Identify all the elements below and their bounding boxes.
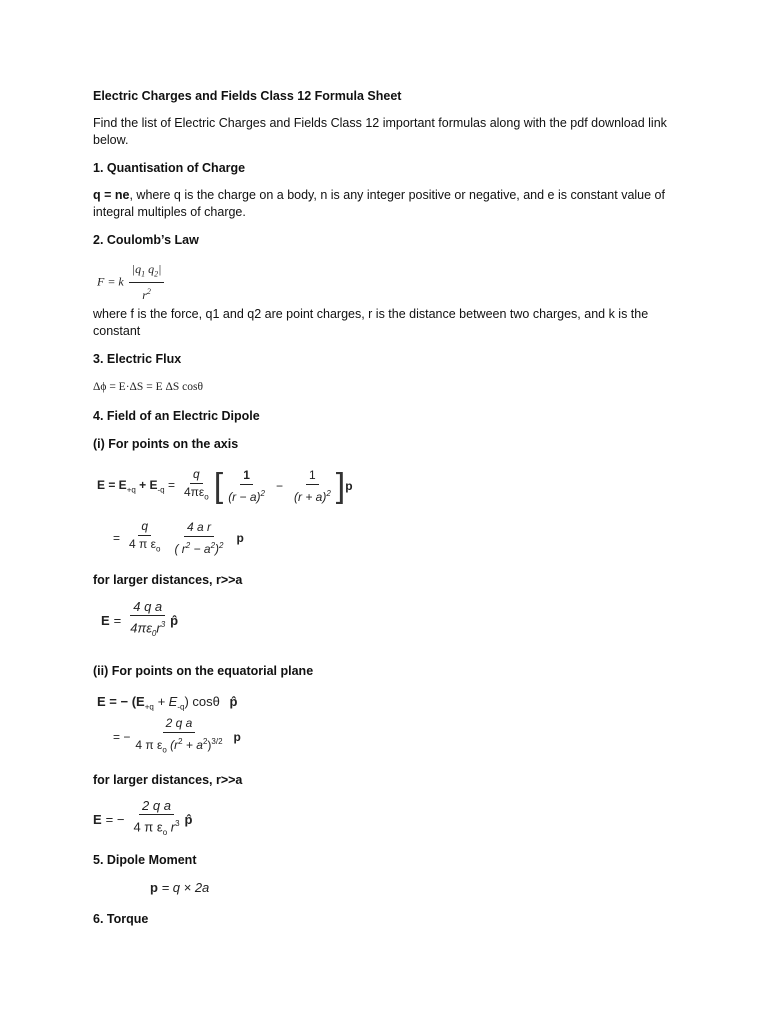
section-coulomb-heading: 2. Coulomb’s Law: [93, 233, 199, 247]
equatorial-fraction: $\frac{\text{2 q a}}{4 \pi \varepsilon_o (r^2 + a^2)^{3/2}}$: [135, 716, 223, 755]
coulomb-denominator: $r^2$: [142, 287, 151, 303]
section-dipole-moment-heading: 5. Dipole Moment: [93, 853, 197, 867]
coulomb-numerator: $|q_1$ $q_2|$: [129, 262, 165, 283]
coulomb-formula: [97, 262, 166, 303]
coulomb-paragraph: where f is the force, q1 and q2 are point charges, r is the distance between two charges, and k is the constant: [93, 307, 649, 338]
dipole-moment-formula: p = q × 2a: [150, 880, 210, 895]
axis-subheading: (i) For points on the axis: [93, 437, 239, 451]
axis-prefactor: $\frac{q}{4\pi\varepsilon_o}$: [183, 467, 209, 502]
section-dipole-field-heading: 4. Field of an Electric Dipole: [93, 409, 260, 423]
flux-formula: Δϕ = E·ΔS = E ΔS cosθ: [93, 381, 203, 393]
axis-term-2: $\frac{1}{(r + a)^2}$: [294, 467, 331, 504]
axis-p-vector: p: [345, 479, 353, 493]
equatorial-far-field-formula: E = − $\frac{\text{2 q a}}{4 \pi \varepsilon_o r^3}$ p̂: [93, 797, 193, 841]
quantisation-formula: q = ne: [93, 188, 130, 202]
coulomb-fraction: [129, 262, 165, 303]
axis2-fraction: $\frac{\text{4 a r}}{( r^2 - a^2)^2}$: [174, 519, 224, 556]
axis-far-field-formula: E = $\frac{\text{4 q a}}{4\pi\varepsilon_0r^3}$ p̂: [101, 598, 178, 642]
section-flux-heading: 3. Electric Flux: [93, 352, 182, 366]
coulomb-lhs: F = k: [97, 274, 124, 289]
document-title: Electric Charges and Fields Class 12 Formula Sheet: [93, 89, 402, 103]
section-torque-heading: 6. Torque: [93, 912, 149, 926]
section-quantisation-heading: 1. Quantisation of Charge: [93, 161, 246, 175]
large-distance-note-2: for larger distances, r>>a: [93, 773, 243, 787]
axis2-prefactor: $\frac{q}{4 \pi \varepsilon_o}$: [129, 519, 161, 554]
quantisation-paragraph: [93, 187, 673, 221]
axis-term-1: $\frac{1}{(r - a)^2}$: [228, 467, 265, 504]
axis-formula-1: $E = E_{+q} + E_{-q}$ = $\frac{q}{4\pi\varepsilon_o}$ [ $\frac{1}{(r - a)^2}$ − $\frac{1}{(r + a)^2}$ ] p: [97, 467, 353, 505]
quantisation-text: , where q is the charge on a body, n is any integer positive or negative, and e is constant value of integral multiples of charge.: [93, 188, 665, 219]
equatorial-formula-1: E = − $(E_{+q} + E_{-q})$ cosθ p̂: [97, 694, 238, 712]
intro-paragraph: Find the list of Electric Charges and Fields Class 12 important formulas along with the pdf download link below.: [93, 116, 667, 147]
large-distance-note-1: for larger distances, r>>a: [93, 573, 243, 587]
equatorial-subheading: (ii) For points on the equatorial plane: [93, 664, 314, 678]
axis-far-fraction: $\frac{\text{4 q a}}{4\pi\varepsilon_0r^3}$: [130, 599, 166, 638]
axis-formula-2: = $\frac{q}{4 \pi \varepsilon_o}$ $\frac{\text{4 a r}}{( r^2 - a^2)^2}$ p: [113, 519, 244, 556]
equatorial-formula-2: = − $\frac{\text{2 q a}}{4 \pi \varepsilon_o (r^2 + a^2)^{3/2}}$ p: [113, 716, 241, 758]
equatorial-far-fraction: $\frac{\text{2 q a}}{4 \pi \varepsilon_o r^3}$: [133, 798, 180, 837]
